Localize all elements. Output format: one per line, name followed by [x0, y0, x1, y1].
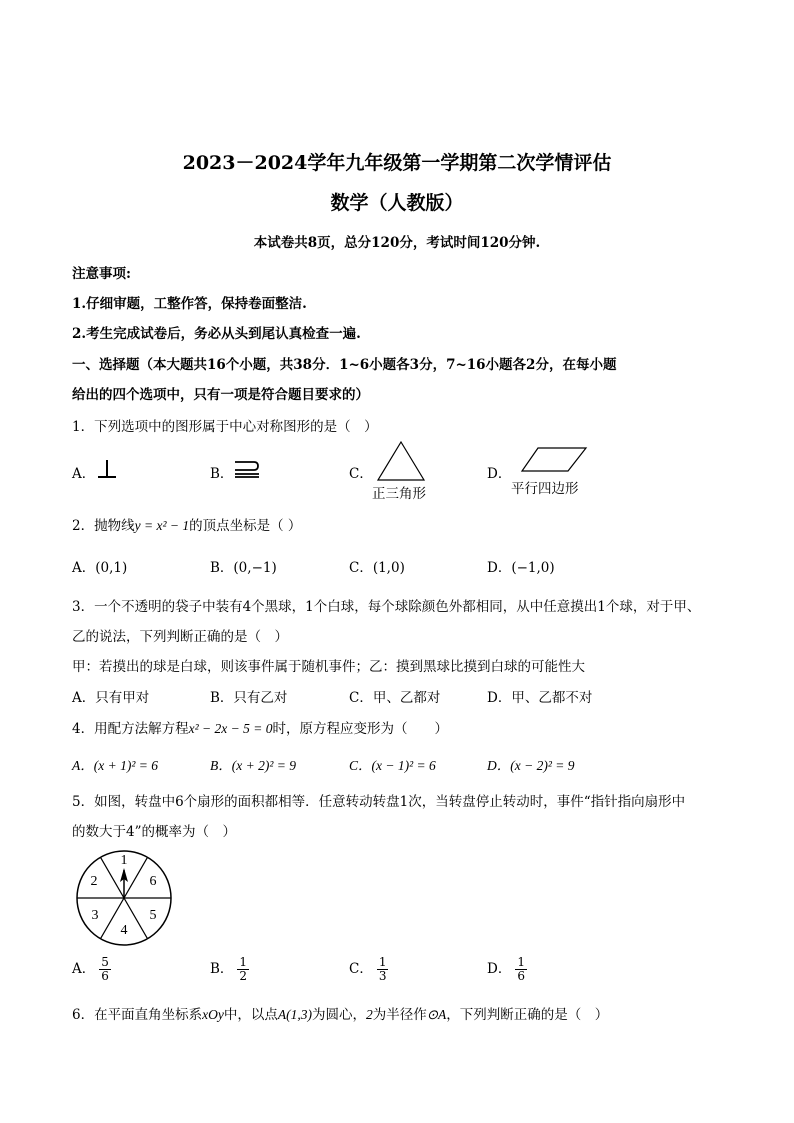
equilateral-triangle-icon: [376, 440, 426, 484]
less-equal-symbol-icon: [232, 459, 262, 479]
q3-stem-line1: 3．一个不透明的袋子中装有4个黑球，1个白球，每个球除颜色外都相同，从中任意摸出1个球，对于甲、: [72, 599, 701, 615]
q2-stem: 2．抛物线y = x² − 1的顶点坐标是（ ）: [72, 518, 302, 534]
notice-item-2: 2.考生完成试卷后，务必从头到尾认真检查一遍.: [72, 326, 361, 342]
q1-c-caption: 正三角形: [372, 486, 426, 502]
q1-option-d: D．: [487, 466, 512, 482]
q4-stem: 4．用配方法解方程x² − 2x − 5 = 0时，原方程应变形为（ ）: [72, 721, 448, 737]
section1-heading-line2: 给出的四个选项中，只有一项是符合题目要求的）: [72, 387, 369, 403]
spinner-sector-4: 4: [120, 923, 128, 938]
q2-option-a: A．(0,1): [72, 560, 128, 576]
q2-option-d: D．(−1,0): [487, 560, 555, 576]
q2-option-b: B．(0,−1): [210, 560, 277, 576]
section1-heading-line1: 一、选择题（本大题共16个小题，共38分．1~6小题各3分，7~16小题各2分，在每小题: [72, 357, 617, 373]
q5-option-b: B． $\frac{1}{2}$: [210, 955, 248, 983]
spinner-sector-3: 3: [91, 908, 99, 923]
q4-option-b: B．(x + 2)² = 9: [210, 758, 296, 773]
q2-option-c: C．(1,0): [349, 560, 405, 576]
exam-title: 2023－2024学年九年级第一学期第二次学情评估: [182, 152, 612, 174]
spinner-wheel: [68, 848, 180, 948]
q1-option-a: A．: [72, 466, 96, 482]
q4-option-a: A．(x + 1)² = 6: [72, 758, 158, 773]
q4-option-c: C．(x − 1)² = 6: [349, 758, 436, 773]
notice-heading: 注意事项:: [72, 266, 131, 282]
spinner-sector-5: 5: [149, 908, 157, 923]
q4-option-d: D．(x − 2)² = 9: [487, 758, 575, 773]
q1-option-c: C．: [349, 466, 373, 482]
q3-option-a: A．只有甲对: [72, 690, 150, 706]
q1-option-b: B．: [210, 466, 234, 482]
q5-option-a: A． $\frac{5}{6}$: [72, 955, 109, 983]
q5-stem-line1: 5．如图，转盘中6个扇形的面积都相等．任意转动转盘1次，当转盘停止转动时，事件“指针指向扇形中: [72, 794, 686, 810]
q5-stem-line2: 的数大于4”的概率为（ ）: [72, 824, 236, 840]
q5-option-c: C． $\frac{1}{3}$: [349, 955, 387, 983]
q3-stem-line3: 甲：若摸出的球是白球，则该事件属于随机事件；乙：摸到黑球比摸到白球的可能性大: [72, 659, 585, 675]
parallelogram-icon: [520, 446, 588, 474]
q3-stem-line2: 乙的说法，下列判断正确的是（ ）: [72, 629, 288, 645]
q3-option-d: D．甲、乙都不对: [487, 690, 593, 706]
perpendicular-symbol-icon: [96, 458, 118, 480]
spinner-sector-1: 1: [120, 853, 128, 868]
spinner-sector-2: 2: [90, 874, 98, 889]
q5-option-d: D． $\frac{1}{6}$: [487, 955, 525, 983]
q6-stem: 6．在平面直角坐标系xOy中，以点A(1,3)为圆心，2为半径作⊙A，下列判断正确的是（ ）: [72, 1007, 609, 1023]
notice-item-1: 1.仔细审题，工整作答，保持卷面整洁.: [72, 296, 307, 312]
q3-option-b: B．只有乙对: [210, 690, 288, 706]
q3-option-c: C．甲、乙都对: [349, 690, 441, 706]
q1-d-caption: 平行四边形: [511, 481, 579, 497]
exam-info: 本试卷共8页，总分120分，考试时间120分钟.: [253, 235, 541, 251]
spinner-sector-6: 6: [149, 874, 157, 889]
q1-stem: 1．下列选项中的图形属于中心对称图形的是（ ）: [72, 419, 378, 435]
exam-subtitle: 数学（人教版）: [330, 192, 464, 214]
